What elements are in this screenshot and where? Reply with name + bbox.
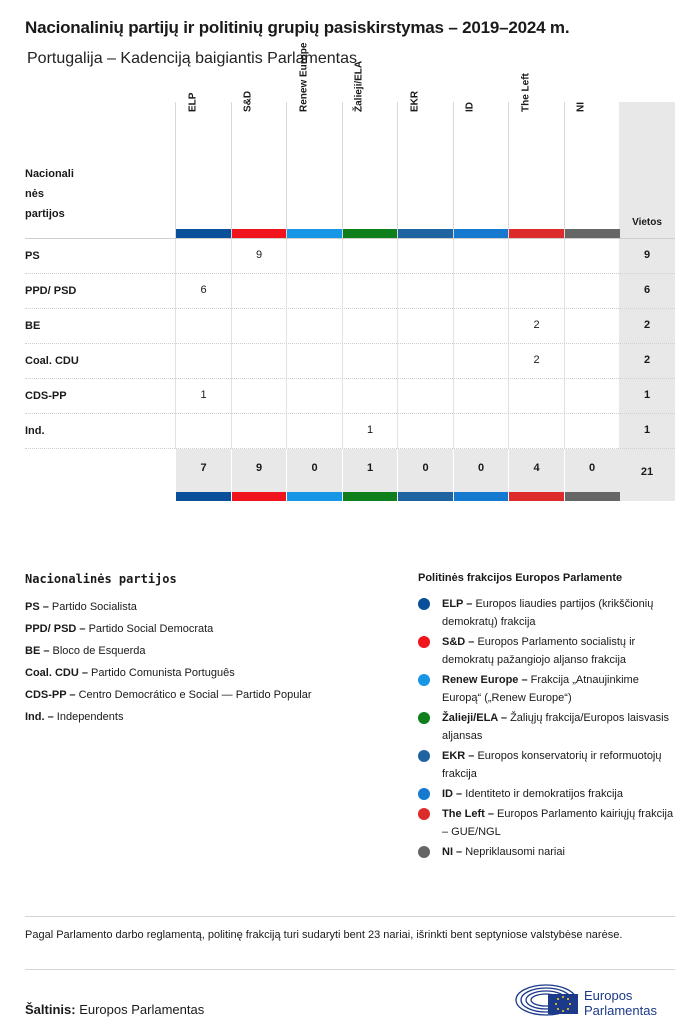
logo-text	[584, 988, 657, 1018]
row-total: 2	[619, 309, 675, 344]
seat-cell	[453, 274, 509, 309]
seat-cell	[564, 239, 620, 274]
group-color-bar	[176, 229, 231, 238]
seat-cell	[397, 379, 453, 414]
group-total-value: 0	[311, 462, 318, 474]
seat-cell	[508, 379, 564, 414]
group-column-header	[397, 90, 453, 238]
seat-cell: 1	[175, 379, 231, 414]
rules-note: Pagal Parlamento darbo reglamentą, politinę frakciją turi sudaryti bent 23 nariai, išrinkti bent septyniose valstybėse narėse.	[25, 929, 623, 941]
group-column-label: S&D	[242, 90, 254, 112]
group-dot-icon	[418, 636, 430, 648]
party-legend-item	[25, 684, 395, 706]
table-row	[25, 343, 675, 378]
seat-cell	[453, 344, 509, 379]
group-legend-item	[418, 595, 680, 631]
seat-cell	[231, 414, 287, 449]
group-total	[453, 449, 509, 501]
group-column-label: The Left	[520, 73, 531, 112]
party-legend-item	[25, 596, 395, 618]
seat-cell	[508, 239, 564, 274]
seat-cell	[231, 274, 287, 309]
group-total-value: 1	[366, 462, 374, 474]
group-color-bar	[232, 229, 287, 238]
group-legend-item	[418, 843, 680, 861]
logo-line-2: Parlamentas	[584, 1003, 657, 1018]
group-color-bar	[176, 492, 231, 501]
party-abbr: PPD/ PSD –	[25, 623, 89, 635]
group-color-bar	[565, 229, 620, 238]
seat-cell	[564, 344, 620, 379]
group-abbr: Renew Europe –	[442, 674, 531, 686]
seat-cell: 1	[342, 414, 398, 449]
party-abbr: BE –	[25, 645, 53, 657]
group-column-label: EKR	[409, 90, 420, 112]
table-row	[25, 238, 675, 273]
seat-cell: 6	[175, 274, 231, 309]
party-abbr: PS –	[25, 601, 52, 613]
table-row	[25, 378, 675, 413]
source-label: Šaltinis:	[25, 1002, 76, 1017]
seat-cell	[397, 239, 453, 274]
seat-cell	[286, 274, 342, 309]
group-abbr: ID –	[442, 788, 466, 800]
group-full-name: Nepriklausomi nariai	[465, 846, 565, 858]
seat-cell	[342, 379, 398, 414]
seat-cell	[175, 309, 231, 344]
party-legend-item	[25, 662, 395, 684]
group-color-bar	[565, 492, 620, 501]
party-name: PS	[25, 250, 40, 262]
group-legend-item	[418, 633, 680, 669]
group-color-bar	[287, 492, 342, 501]
group-abbr: Žalieji/ELA –	[442, 712, 511, 724]
group-column-header	[286, 42, 342, 238]
party-legend-item	[25, 618, 395, 640]
seat-cell	[175, 414, 231, 449]
page-title: Nacionalinių partijų ir politinių grupių pasiskirstymas – 2019–2024 m.	[25, 18, 570, 37]
seat-cell	[231, 309, 287, 344]
group-legend-item	[418, 805, 680, 841]
row-header-line: partijos	[25, 208, 65, 220]
group-total	[397, 449, 453, 501]
seat-cell	[175, 344, 231, 379]
party-name: PPD/ PSD	[25, 285, 77, 297]
group-color-bar	[398, 229, 453, 238]
seat-cell	[231, 379, 287, 414]
party-full-name: Independents	[56, 711, 124, 723]
group-column-label: Žalieji/ELA	[353, 60, 365, 112]
group-legend-item	[418, 747, 680, 783]
row-header-label	[25, 164, 85, 224]
group-full-name: Europos Parlamento kairiųjų frakcija – GUE/NGL	[442, 808, 674, 838]
group-color-bar	[398, 492, 453, 501]
group-full-name: Europos Parlamento socialistų ir demokratų pažangiojo aljanso frakcija	[442, 636, 636, 666]
table-row	[25, 273, 675, 308]
group-color-bar	[454, 492, 509, 501]
seat-cell: 2	[508, 344, 564, 379]
group-column-label: NI	[575, 102, 587, 112]
page-subtitle: Portugalija – Kadenciją baigiantis Parlamentas	[27, 50, 357, 67]
total-column-header	[619, 102, 675, 238]
group-total	[508, 449, 564, 501]
group-dot-icon	[418, 712, 430, 724]
group-dot-icon	[418, 788, 430, 800]
table-row	[25, 308, 675, 343]
party-legend-item	[25, 640, 395, 662]
group-column-header	[342, 60, 398, 238]
group-legend-item	[418, 671, 680, 707]
party-full-name: Partido Comunista Português	[91, 667, 235, 679]
seat-cell	[453, 239, 509, 274]
group-color-bar	[509, 492, 564, 501]
seat-cell	[453, 414, 509, 449]
party-abbr: CDS-PP –	[25, 689, 79, 701]
group-total	[342, 449, 398, 501]
group-total-value: 0	[422, 462, 429, 474]
seat-cell	[397, 414, 453, 449]
seat-cell	[508, 274, 564, 309]
group-dot-icon	[418, 674, 430, 686]
group-total	[231, 449, 287, 501]
group-column-header	[564, 102, 620, 238]
divider	[25, 969, 675, 970]
group-column-header	[453, 102, 509, 238]
group-column-label: ID	[464, 102, 476, 112]
group-total	[564, 449, 620, 501]
group-color-bar	[454, 229, 509, 238]
group-total-value: 9	[255, 462, 263, 474]
seat-cell	[397, 309, 453, 344]
group-column-label: Renew Europe	[298, 42, 309, 112]
seat-cell: 9	[231, 239, 287, 274]
party-name: Coal. CDU	[25, 355, 79, 367]
row-header-line: Nacionali	[25, 168, 74, 180]
party-abbr: Ind. –	[25, 711, 57, 723]
source-line	[25, 1002, 204, 1017]
group-total-value: 0	[588, 462, 596, 474]
group-total	[175, 449, 231, 501]
table-body	[25, 238, 675, 448]
group-full-name: Identiteto ir demokratijos frakcija	[465, 788, 623, 800]
seat-cell	[286, 379, 342, 414]
group-dot-icon	[418, 750, 430, 762]
group-column-header	[175, 92, 231, 238]
party-legend-item	[25, 706, 395, 728]
logo-line-1: Europos	[584, 988, 633, 1003]
party-full-name: Centro Democrático e Social — Partido Popular	[78, 689, 312, 701]
row-total: 1	[619, 414, 675, 449]
party-legend-heading: Nacionalinės partijos	[25, 572, 177, 586]
seat-cell	[286, 239, 342, 274]
group-total	[286, 449, 342, 501]
group-color-bar	[232, 492, 287, 501]
seat-cell	[286, 309, 342, 344]
group-total-value: 7	[200, 462, 207, 474]
group-total-value: 0	[477, 462, 485, 474]
seat-cell	[342, 274, 398, 309]
party-name: CDS-PP	[25, 390, 67, 402]
seat-cell	[342, 309, 398, 344]
group-color-bar	[343, 229, 398, 238]
total-column-label: Vietos	[632, 217, 662, 228]
party-full-name: Partido Socialista	[51, 601, 137, 613]
party-name: Ind.	[25, 425, 45, 437]
group-color-bar	[287, 229, 342, 238]
grand-total: 21	[619, 449, 675, 501]
party-full-name: Partido Social Democrata	[88, 623, 214, 635]
divider	[25, 916, 675, 917]
seat-cell	[564, 309, 620, 344]
group-legend-item	[418, 709, 680, 745]
group-color-bar	[509, 229, 564, 238]
seat-cell	[175, 239, 231, 274]
seat-cell	[508, 414, 564, 449]
seat-cell	[286, 414, 342, 449]
party-name: BE	[25, 320, 41, 332]
source-value: Europos Parlamentas	[79, 1002, 205, 1017]
group-legend	[418, 572, 680, 863]
group-dot-icon	[418, 598, 430, 610]
row-total: 2	[619, 344, 675, 379]
row-header-line: nės	[25, 188, 44, 200]
seat-cell	[397, 274, 453, 309]
seat-cell	[453, 309, 509, 344]
group-full-name: Frakcija „Atnaujinkime Europą“ („Renew Europe“)	[442, 674, 639, 704]
group-legend-heading: Politinės frakcijos Europos Parlamente	[418, 572, 623, 584]
group-dot-icon	[418, 846, 430, 858]
seat-cell	[397, 344, 453, 379]
group-dot-icon	[418, 808, 430, 820]
seat-cell	[342, 239, 398, 274]
totals-row	[25, 448, 675, 500]
party-full-name: Bloco de Esquerda	[52, 645, 146, 657]
seat-cell	[564, 274, 620, 309]
group-total-value: 4	[533, 462, 540, 474]
group-column-label: ELP	[187, 92, 198, 112]
group-column-header	[231, 90, 287, 238]
group-full-name: Žaliųjų frakcija/Europos laisvasis aljansas	[442, 712, 670, 742]
group-full-name: Europos liaudies partijos (krikščionių demokratų) frakcija	[442, 598, 654, 628]
party-abbr: Coal. CDU –	[25, 667, 92, 679]
group-abbr: ELP –	[442, 598, 476, 610]
group-color-bar	[343, 492, 398, 501]
seat-cell	[231, 344, 287, 379]
seat-cell	[453, 379, 509, 414]
seat-cell	[564, 414, 620, 449]
table-row	[25, 413, 675, 448]
group-abbr: EKR –	[442, 750, 478, 762]
seat-cell	[342, 344, 398, 379]
seat-cell: 2	[508, 309, 564, 344]
row-total: 6	[619, 274, 675, 309]
row-total: 1	[619, 379, 675, 414]
party-legend	[25, 572, 395, 728]
seat-cell	[564, 379, 620, 414]
seat-cell	[286, 344, 342, 379]
row-total: 9	[619, 239, 675, 274]
group-abbr: The Left –	[442, 808, 498, 820]
group-abbr: NI –	[442, 846, 466, 858]
group-legend-item	[418, 785, 680, 803]
group-full-name: Europos konservatorių ir reformuotojų frakcija	[442, 750, 662, 780]
group-abbr: S&D –	[442, 636, 478, 648]
group-column-header	[508, 73, 564, 238]
